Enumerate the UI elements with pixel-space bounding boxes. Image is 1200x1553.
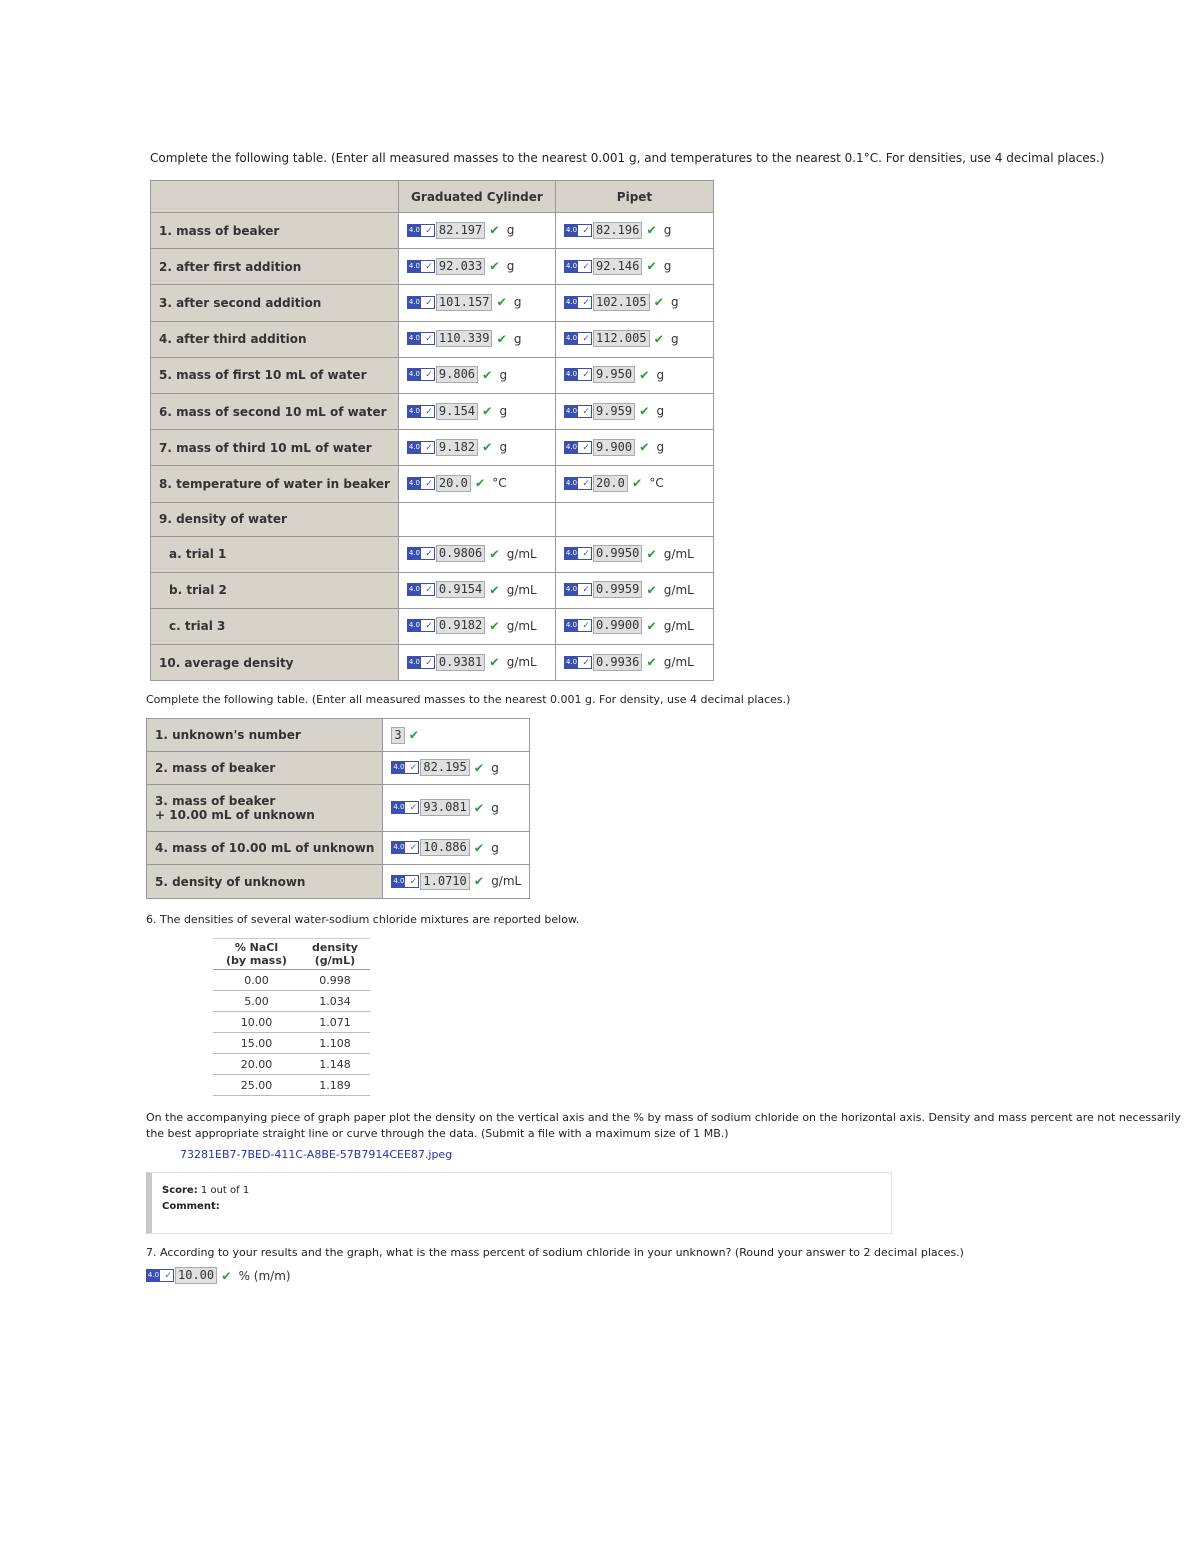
answer <box>564 330 679 347</box>
check-icon: ✔ <box>483 439 492 456</box>
pipet-cell <box>555 393 713 429</box>
unit-label: g/mL <box>506 618 537 633</box>
table-row <box>147 785 530 832</box>
grade-icon: 4.0 ✓ <box>564 441 592 454</box>
table-row <box>151 536 714 572</box>
gc-cell <box>398 608 555 644</box>
table-row <box>151 466 714 502</box>
gc-cell <box>398 572 555 608</box>
answer <box>564 366 664 383</box>
nacl-density: 1.071 <box>300 1012 370 1033</box>
col-header-nacl: % NaCl (by mass) <box>213 939 300 970</box>
nacl-percent: 25.00 <box>213 1075 300 1096</box>
answer <box>407 330 522 347</box>
gc-cell <box>398 249 555 285</box>
row-label: 3. after second addition <box>151 285 399 321</box>
answer <box>391 759 498 776</box>
check-icon: ✔ <box>490 654 499 671</box>
row-label: 5. density of unknown <box>147 865 383 899</box>
check-icon: ✔ <box>490 222 499 239</box>
check-icon: ✔ <box>483 403 492 420</box>
unknown-number-cell <box>383 719 530 752</box>
answer-field[interactable]: 0.9959 <box>593 581 642 598</box>
grade-icon: 4.0 ✓ <box>564 224 592 237</box>
answer <box>407 403 507 420</box>
score-value: 1 out of 1 <box>200 1185 250 1196</box>
pipet-cell <box>555 645 713 681</box>
row-label: 8. temperature of water in beaker <box>151 466 399 502</box>
table-row <box>147 832 530 865</box>
answer <box>407 545 537 562</box>
answer-field[interactable]: 0.9381 <box>436 654 485 671</box>
table-row <box>147 865 530 899</box>
unit-label: g <box>506 223 515 238</box>
check-icon: ✔ <box>647 222 656 239</box>
row-label: 1. mass of beaker <box>151 213 399 249</box>
unit-label: g <box>671 295 679 310</box>
gc-cell <box>398 357 555 393</box>
check-icon: ✔ <box>647 617 656 634</box>
check-icon: ✔ <box>490 581 499 598</box>
unit-label: g <box>656 404 665 419</box>
question-7-text: 7. According to your results and the graph, what is the mass percent of sodium chloride in your unknown? (Round your answer to 2 decimal places.) <box>146 1246 964 1259</box>
nacl-percent: 10.00 <box>213 1012 300 1033</box>
answer-field[interactable]: 9.950 <box>593 366 635 383</box>
check-icon: ✔ <box>490 545 499 562</box>
value-cell <box>383 785 530 832</box>
check-icon: ✔ <box>640 439 649 456</box>
score-box <box>146 1172 892 1234</box>
check-icon: ✔ <box>474 839 484 856</box>
pipet-cell <box>555 357 713 393</box>
grade-icon: 4.0 ✓ <box>564 583 592 596</box>
unit-label: g <box>656 440 665 455</box>
nacl-percent: 5.00 <box>213 991 300 1012</box>
graph-instructions-line2: the best appropriate straight line or curve through the data. (Submit a file with a maximum size of 1 MB.) <box>146 1127 729 1140</box>
comment-label: Comment: <box>162 1201 220 1212</box>
row-label: 2. mass of beaker <box>147 752 383 785</box>
question-6-text: 6. The densities of several water-sodium chloride mixtures are reported below. <box>146 913 580 926</box>
answer <box>407 439 507 456</box>
nacl-density: 1.108 <box>300 1033 370 1054</box>
unit-label: g/mL <box>506 655 537 670</box>
uploaded-file-link[interactable]: 73281EB7-7BED-411C-A8BE-57B7914CEE87.jpeg <box>180 1148 453 1161</box>
answer <box>564 581 694 598</box>
answer-field[interactable]: 82.195 <box>420 759 469 776</box>
gc-cell-empty <box>398 502 555 536</box>
grade-icon: 4.0 ✓ <box>407 405 435 418</box>
table-row <box>151 645 714 681</box>
answer-field[interactable]: 0.9950 <box>593 545 642 562</box>
grade-icon: 4.0 ✓ <box>564 260 592 273</box>
header-pipet: Pipet <box>555 181 713 213</box>
row-label: 7. mass of third 10 mL of water <box>151 430 399 466</box>
nacl-density: 1.034 <box>300 991 370 1012</box>
grade-icon: 4.0 ✓ <box>407 260 435 273</box>
table-row <box>213 1075 370 1096</box>
answer <box>407 222 514 239</box>
check-icon: ✔ <box>474 873 484 889</box>
table-row <box>151 249 714 285</box>
pipet-cell <box>555 572 713 608</box>
grade-icon: 4.0 ✓ <box>407 332 435 345</box>
check-icon: ✔ <box>640 403 649 420</box>
answer <box>407 617 537 634</box>
gc-cell <box>398 285 555 321</box>
row-label: c. trial 3 <box>151 608 399 644</box>
unit-label: g <box>663 259 672 274</box>
score-label: Score: <box>162 1185 198 1196</box>
table-row <box>151 502 714 536</box>
answer-field[interactable]: 0.9900 <box>593 617 642 634</box>
row-label: b. trial 2 <box>151 572 399 608</box>
answer-field[interactable]: 93.081 <box>420 799 469 816</box>
unit-label: g <box>513 295 522 310</box>
row-label: 1. unknown's number <box>147 719 383 752</box>
table-row <box>151 213 714 249</box>
row-label: a. trial 1 <box>151 536 399 572</box>
unit-label: g/mL <box>506 546 537 561</box>
q7-unit: % (m/m) <box>238 1268 291 1283</box>
check-icon: ✔ <box>409 727 419 743</box>
unit-label: g/mL <box>663 582 694 597</box>
pipet-cell <box>555 285 713 321</box>
col-header-density: density (g/mL) <box>300 939 370 970</box>
table-row <box>151 430 714 466</box>
answer <box>407 258 514 275</box>
table-row <box>213 970 370 991</box>
gc-cell <box>398 536 555 572</box>
answer-field[interactable]: 82.196 <box>593 222 642 239</box>
pipet-cell-empty <box>555 502 713 536</box>
unit-label: g <box>499 404 508 419</box>
row-label: 5. mass of first 10 mL of water <box>151 357 399 393</box>
pipet-cell <box>555 536 713 572</box>
unit-label: g <box>656 367 665 382</box>
answer-field[interactable]: 0.9182 <box>436 617 485 634</box>
answer-field[interactable]: 9.959 <box>593 403 635 420</box>
nacl-density-table <box>213 938 370 1096</box>
answer <box>564 545 694 562</box>
table-row <box>151 608 714 644</box>
check-icon: ✔ <box>640 366 649 383</box>
answer-field[interactable]: 10.886 <box>420 839 469 856</box>
row-label: 3. mass of beaker + 10.00 mL of unknown <box>147 785 383 832</box>
unit-label: g <box>506 259 515 274</box>
answer-field[interactable]: 20.0 <box>593 475 628 492</box>
gc-cell <box>398 466 555 502</box>
answer <box>564 475 664 492</box>
pipet-cell <box>555 213 713 249</box>
check-icon: ✔ <box>483 366 492 383</box>
gc-cell <box>398 430 555 466</box>
header-graduated-cylinder: Graduated Cylinder <box>398 181 555 213</box>
q7-answer <box>146 1267 291 1284</box>
calibration-table <box>150 180 714 681</box>
table-row <box>147 719 530 752</box>
answer-field[interactable]: 92.146 <box>593 258 642 275</box>
table-row <box>213 991 370 1012</box>
row-label: 4. after third addition <box>151 321 399 357</box>
table-row <box>151 393 714 429</box>
unit-label: g <box>499 440 508 455</box>
instruction-table2: Complete the following table. (Enter all measured masses to the nearest 0.001 g. For density, use 4 decimal places.) <box>146 693 791 706</box>
nacl-percent: 15.00 <box>213 1033 300 1054</box>
answer <box>407 654 537 671</box>
unit-label: °C <box>492 476 507 491</box>
header-blank <box>151 181 399 213</box>
check-icon: ✔ <box>647 654 656 671</box>
answer <box>407 475 507 492</box>
answer <box>564 654 694 671</box>
table-row <box>151 357 714 393</box>
pipet-cell <box>555 466 713 502</box>
row-label: 2. after first addition <box>151 249 399 285</box>
grade-icon: 4.0 ✓ <box>391 875 419 888</box>
answer <box>564 222 671 239</box>
answer <box>564 294 679 311</box>
unit-label: g <box>663 223 672 238</box>
answer-field[interactable]: 82.197 <box>436 222 485 239</box>
unit-label: g <box>513 331 522 346</box>
unit-label: g <box>491 760 499 775</box>
answer <box>564 439 664 456</box>
answer <box>407 366 507 383</box>
answer-field[interactable]: 0.9154 <box>436 581 485 598</box>
grade-icon: 4.0 ✓ <box>564 368 592 381</box>
answer <box>564 403 664 420</box>
answer-field[interactable]: 112.005 <box>593 330 650 347</box>
check-icon: ✔ <box>654 330 663 347</box>
unknown-table <box>146 718 530 899</box>
unit-label: g <box>491 840 499 855</box>
table-row <box>213 1033 370 1054</box>
gc-cell <box>398 393 555 429</box>
graph-instructions-line1: On the accompanying piece of graph paper plot the density on the vertical axis and the % by mass of sodium chloride on the horizontal axis. Density and mass percent are not necessarily <box>146 1111 1181 1124</box>
answer-field[interactable]: 1.0710 <box>420 873 469 890</box>
value-cell <box>383 832 530 865</box>
grade-icon: 4.0 ✓ <box>146 1269 174 1282</box>
answer-field[interactable]: 101.157 <box>436 294 493 311</box>
nacl-density: 1.148 <box>300 1054 370 1075</box>
value-cell <box>383 752 530 785</box>
unit-label: g/mL <box>663 655 694 670</box>
check-icon: ✔ <box>647 258 656 275</box>
grade-icon: 4.0 ✓ <box>407 477 435 490</box>
table-row <box>147 752 530 785</box>
answer <box>564 617 694 634</box>
unit-label: g <box>499 367 508 382</box>
check-icon: ✔ <box>474 799 484 816</box>
answer-field[interactable]: 110.339 <box>436 330 493 347</box>
answer-field[interactable]: 92.033 <box>436 258 485 275</box>
answer <box>407 294 522 311</box>
grade-icon: 4.0 ✓ <box>564 477 592 490</box>
grade-icon: 4.0 ✓ <box>407 583 435 596</box>
grade-icon: 4.0 ✓ <box>391 761 419 774</box>
row-label: 6. mass of second 10 mL of water <box>151 393 399 429</box>
answer-field[interactable]: 9.154 <box>436 403 478 420</box>
row-label: 9. density of water <box>151 502 399 536</box>
grade-icon: 4.0 ✓ <box>407 547 435 560</box>
answer <box>391 799 498 816</box>
grade-icon: 4.0 ✓ <box>564 619 592 632</box>
grade-icon: 4.0 ✓ <box>407 296 435 309</box>
pipet-cell <box>555 249 713 285</box>
grade-icon: 4.0 ✓ <box>407 656 435 669</box>
unit-label: g/mL <box>491 874 522 888</box>
unit-label: g <box>671 331 679 346</box>
grade-icon: 4.0 ✓ <box>407 368 435 381</box>
table-row <box>213 1054 370 1075</box>
check-icon: ✔ <box>490 617 499 634</box>
check-icon: ✔ <box>632 475 642 492</box>
unit-label: °C <box>649 476 664 491</box>
check-icon: ✔ <box>474 759 484 776</box>
unit-label: g/mL <box>663 546 694 561</box>
answer <box>391 873 521 890</box>
answer-field[interactable]: 9.182 <box>436 439 478 456</box>
value-cell <box>383 865 530 899</box>
grade-icon: 4.0 ✓ <box>564 656 592 669</box>
table-row <box>213 1012 370 1033</box>
check-icon: ✔ <box>654 294 663 311</box>
nacl-percent: 20.00 <box>213 1054 300 1075</box>
pipet-cell <box>555 321 713 357</box>
unit-label: g/mL <box>506 582 537 597</box>
check-icon: ✔ <box>475 475 485 492</box>
table-row <box>151 572 714 608</box>
grade-icon: 4.0 ✓ <box>391 841 419 854</box>
table-row <box>151 285 714 321</box>
nacl-density: 1.189 <box>300 1075 370 1096</box>
unit-label: g/mL <box>663 618 694 633</box>
check-icon: ✔ <box>647 545 656 562</box>
row-label: 4. mass of 10.00 mL of unknown <box>147 832 383 865</box>
grade-icon: 4.0 ✓ <box>564 547 592 560</box>
check-icon: ✔ <box>497 294 506 311</box>
answer-field[interactable]: 3 <box>391 727 404 744</box>
answer-field[interactable]: 102.105 <box>593 294 650 311</box>
grade-icon: 4.0 ✓ <box>391 801 419 814</box>
check-icon: ✔ <box>490 258 499 275</box>
q7-answer-field[interactable]: 10.00 <box>175 1267 217 1284</box>
check-icon: ✔ <box>222 1267 231 1284</box>
grade-icon: 4.0 ✓ <box>564 405 592 418</box>
pipet-cell <box>555 608 713 644</box>
grade-icon: 4.0 ✓ <box>407 224 435 237</box>
gc-cell <box>398 213 555 249</box>
answer-field[interactable]: 0.9936 <box>593 654 642 671</box>
answer <box>564 258 671 275</box>
check-icon: ✔ <box>497 330 506 347</box>
answer <box>407 581 537 598</box>
instruction-table1: Complete the following table. (Enter all measured masses to the nearest 0.001 g, and temperatures to the nearest 0.1°C. For densities, use 4 decimal places.) <box>150 151 1105 165</box>
answer-field[interactable]: 9.806 <box>436 366 478 383</box>
grade-icon: 4.0 ✓ <box>407 619 435 632</box>
gc-cell <box>398 321 555 357</box>
pipet-cell <box>555 430 713 466</box>
row-label: 10. average density <box>151 645 399 681</box>
answer <box>391 839 498 856</box>
check-icon: ✔ <box>647 581 656 598</box>
grade-icon: 4.0 ✓ <box>564 296 592 309</box>
grade-icon: 4.0 ✓ <box>407 441 435 454</box>
answer-field[interactable]: 20.0 <box>436 475 471 492</box>
gc-cell <box>398 645 555 681</box>
answer-field[interactable]: 9.900 <box>593 439 635 456</box>
grade-icon: 4.0 ✓ <box>564 332 592 345</box>
nacl-density: 0.998 <box>300 970 370 991</box>
unit-label: g <box>491 800 499 815</box>
table-row <box>151 321 714 357</box>
nacl-percent: 0.00 <box>213 970 300 991</box>
answer-field[interactable]: 0.9806 <box>436 545 485 562</box>
